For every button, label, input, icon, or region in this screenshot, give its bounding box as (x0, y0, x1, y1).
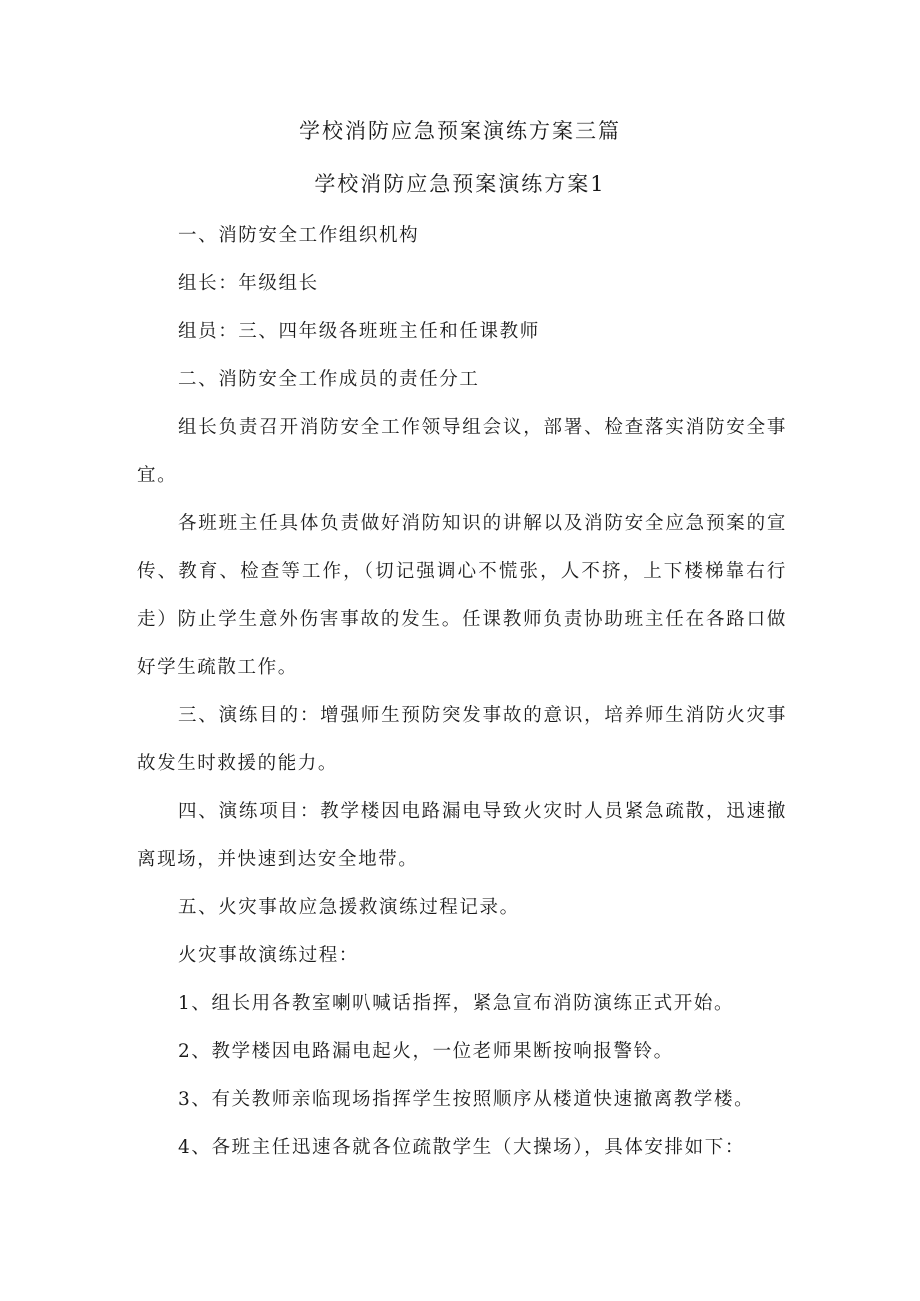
paragraph: 二、消防安全工作成员的责任分工 (178, 369, 480, 390)
paragraph: 三、演练目的：增强师生预防突发事故的意识，培养师生消防火灾事故发生时救援的能力。 (137, 705, 787, 774)
paragraph: 组员：三、四年级各班班主任和任课教师 (178, 321, 540, 342)
paragraph: 一、消防安全工作组织机构 (178, 225, 420, 246)
paragraph: 2、教学楼因电路漏电起火，一位老师果断按响报警铃。 (178, 1041, 674, 1062)
paragraph: 火灾事故演练过程： (178, 945, 359, 966)
paragraph: 1、组长用各教室喇叭喊话指挥，紧急宣布消防演练正式开始。 (178, 993, 735, 1014)
paragraph: 五、火灾事故应急援救演练过程记录。 (178, 897, 520, 918)
paragraph: 3、有关教师亲临现场指挥学生按照顺序从楼道快速撤离教学楼。 (178, 1089, 755, 1110)
paragraph: 组长负责召开消防安全工作领导组会议，部署、检查落实消防安全事宜。 (137, 417, 787, 486)
paragraph: 4、各班主任迅速各就各位疏散学生（大操场），具体安排如下： (178, 1137, 745, 1158)
document-subtitle: 学校消防应急预案演练方案1 (314, 172, 606, 196)
paragraph: 组长：年级组长 (178, 273, 319, 294)
paragraph: 四、演练项目：教学楼因电路漏电导致火灾时人员紧急疏散，迅速撤离现场，并快速到达安全地带。 (137, 801, 787, 870)
document-body (137, 212, 787, 1172)
paragraph: 各班班主任具体负责做好消防知识的讲解以及消防安全应急预案的宣传、教育、检查等工作，（切记强调心不慌张，人不挤，上下楼梯靠右行走）防止学生意外伤害事故的发生。任课教师负责协助班主任在各路口做好学生疏散工作。 (137, 513, 787, 678)
document-title: 学校消防应急预案演练方案三篇 (299, 119, 621, 143)
